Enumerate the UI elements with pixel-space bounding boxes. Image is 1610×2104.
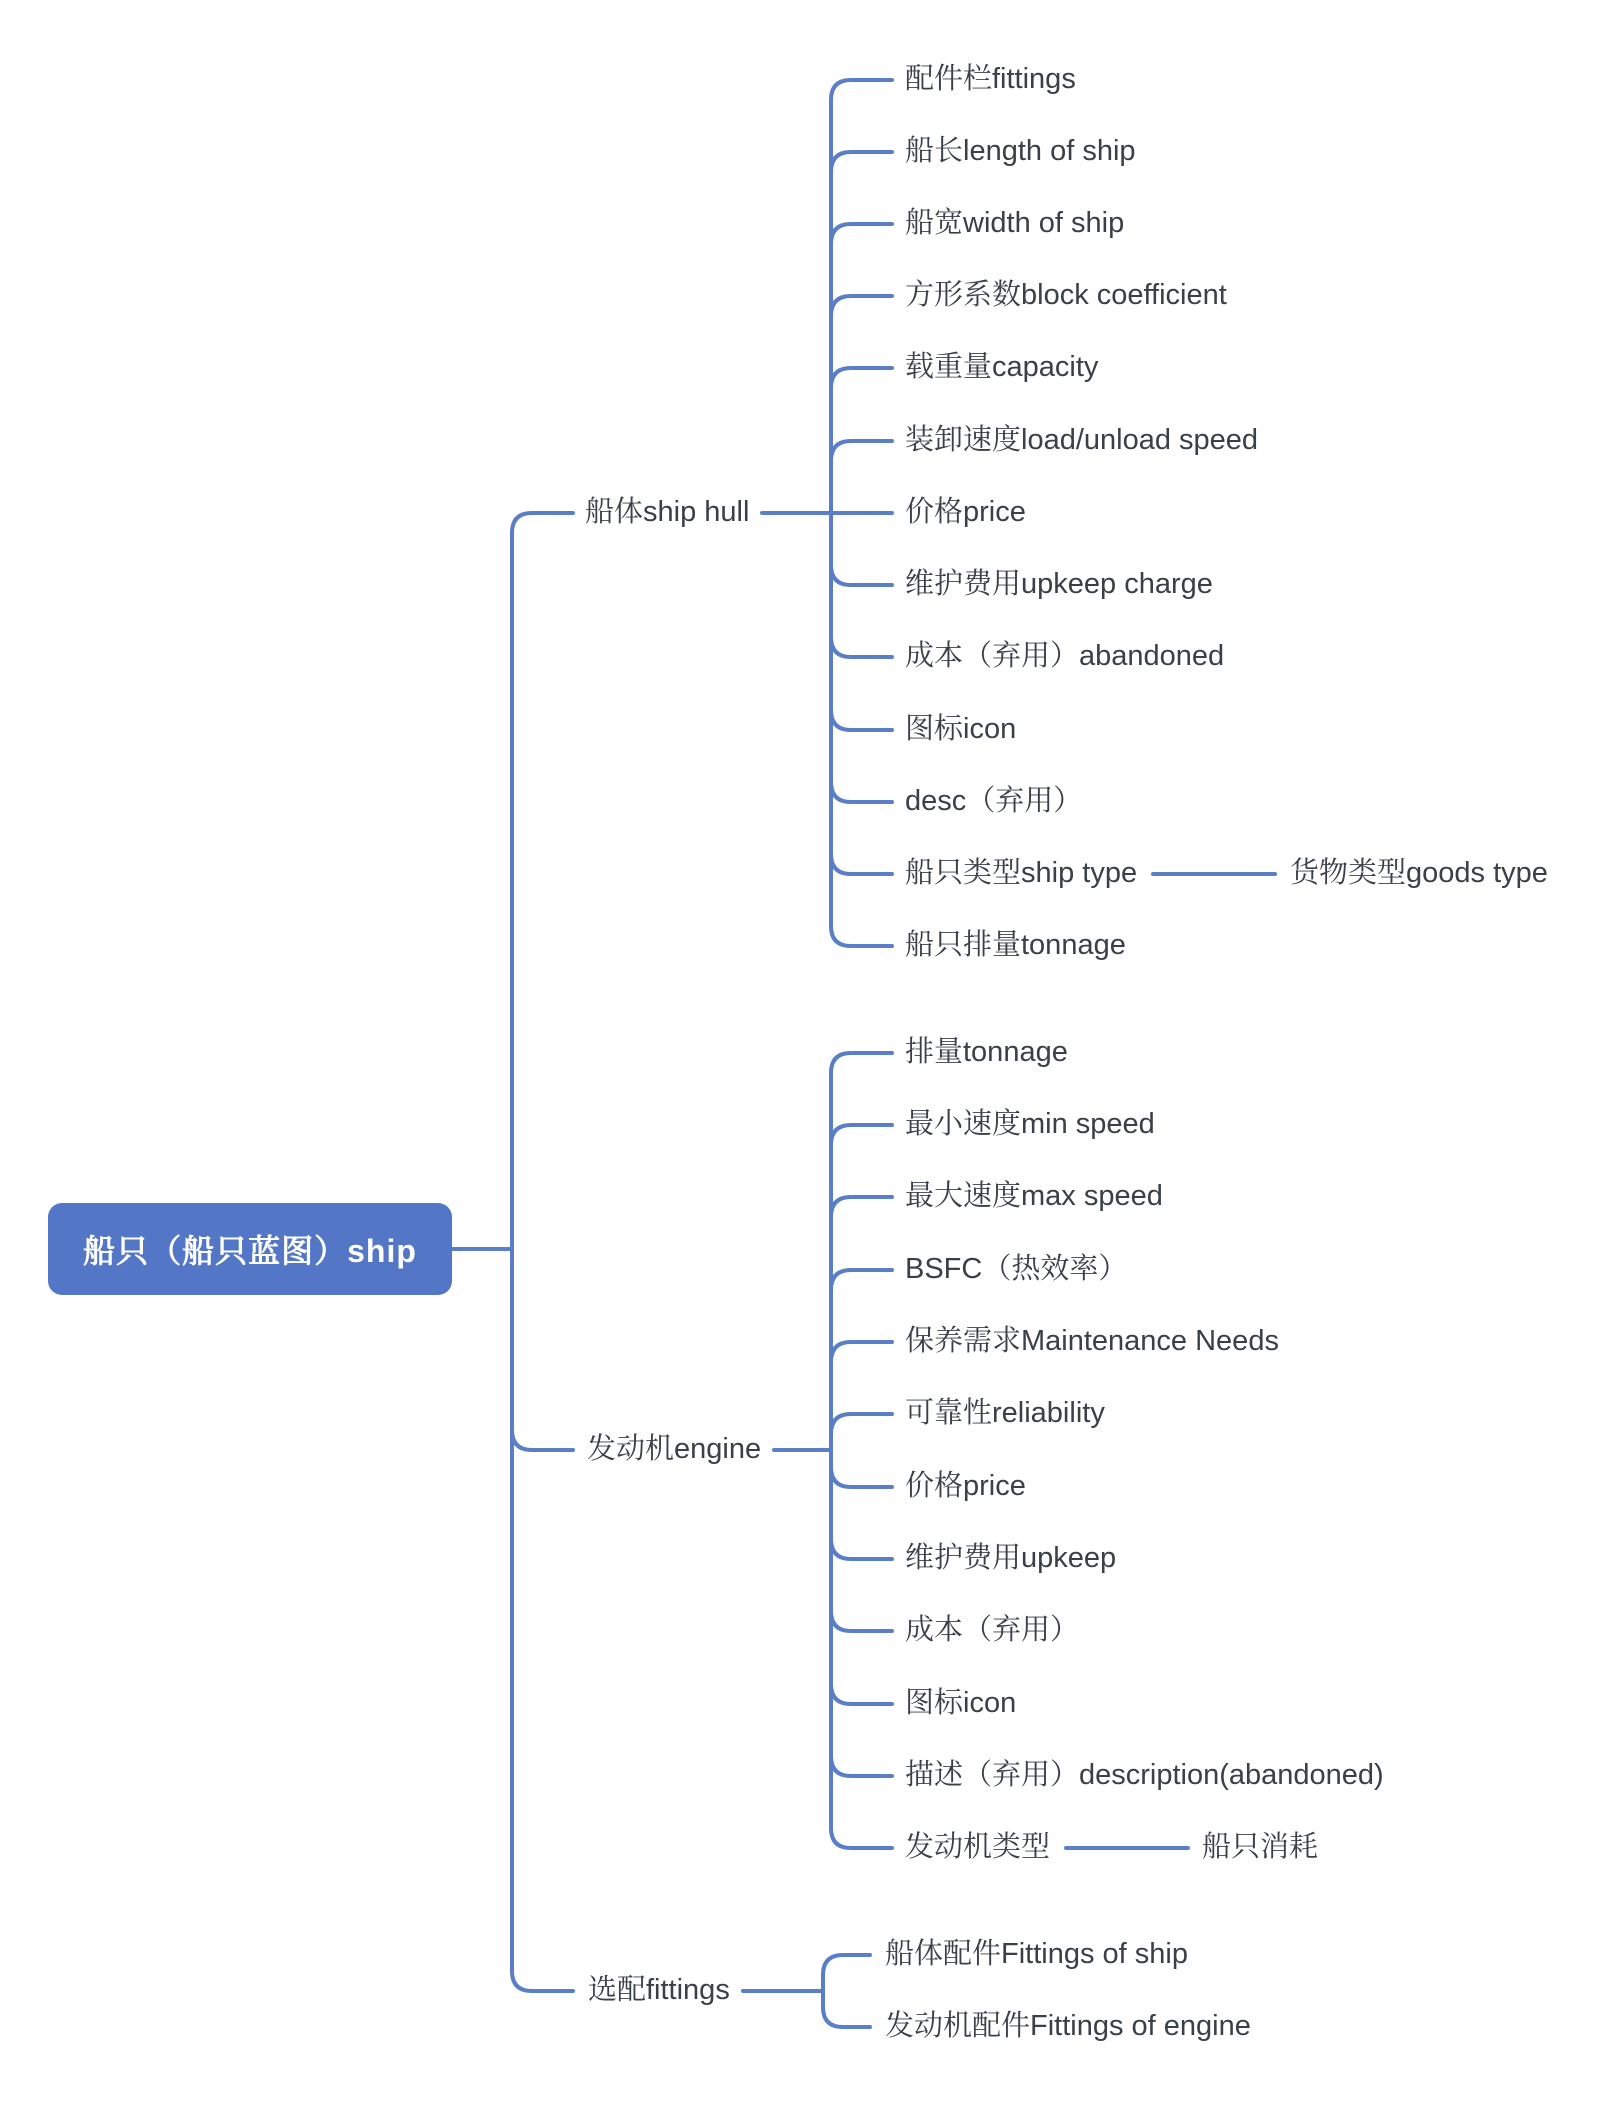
subtopic[interactable]: 船只排量tonnage [905,928,1126,961]
subtopic[interactable]: 发动机类型 [905,1830,1051,1863]
grandchild-topic[interactable]: 货物类型goods type [1290,856,1548,889]
subtopic[interactable]: 价格price [905,1469,1026,1502]
subtopic[interactable]: 船只类型ship type [905,856,1138,889]
subtopic[interactable]: 成本（弃用）abandoned [905,639,1225,672]
subtopic[interactable]: 保养需求Maintenance Needs [905,1324,1279,1357]
subtopic[interactable]: 图标icon [905,712,1017,745]
subtopic[interactable]: 最大速度max speed [905,1179,1163,1212]
subtopic[interactable]: 装卸速度load/unload speed [905,423,1259,456]
subtopic[interactable]: 维护费用upkeep [905,1541,1117,1574]
subtopic[interactable]: 方形系数block coefficient [905,278,1227,311]
subtopic[interactable]: 成本（弃用） [905,1613,1080,1646]
subtopic[interactable]: 船宽width of ship [905,206,1125,239]
subtopic[interactable]: 价格price [905,495,1026,528]
branch-topic[interactable]: 船体ship hull [585,495,750,528]
subtopic[interactable]: 配件栏fittings [905,62,1076,95]
subtopic[interactable]: 可靠性reliability [905,1396,1105,1429]
grandchild-topic[interactable]: 船只消耗 [1202,1830,1319,1863]
subtopic[interactable]: 船长length of ship [905,134,1136,167]
subtopic[interactable]: 排量tonnage [905,1035,1068,1068]
subtopic[interactable]: 维护费用upkeep charge [905,567,1213,600]
subtopic[interactable]: BSFC（热效率） [905,1252,1128,1285]
root-topic[interactable]: 船只（船只蓝图）ship [48,1203,452,1295]
branch-topic[interactable]: 选配fittings [588,1973,730,2006]
subtopic[interactable]: 发动机配件Fittings of engine [885,2009,1251,2042]
subtopic[interactable]: 载重量capacity [905,350,1099,383]
subtopic[interactable]: 船体配件Fittings of ship [885,1937,1188,1970]
subtopic[interactable]: 图标icon [905,1686,1017,1719]
branch-connector-path [452,80,1275,2027]
subtopic[interactable]: 描述（弃用）description(abandoned) [905,1758,1384,1791]
branch-topic[interactable]: 发动机engine [587,1432,762,1465]
subtopic[interactable]: desc（弃用） [905,784,1083,817]
subtopic[interactable]: 最小速度min speed [905,1107,1155,1140]
